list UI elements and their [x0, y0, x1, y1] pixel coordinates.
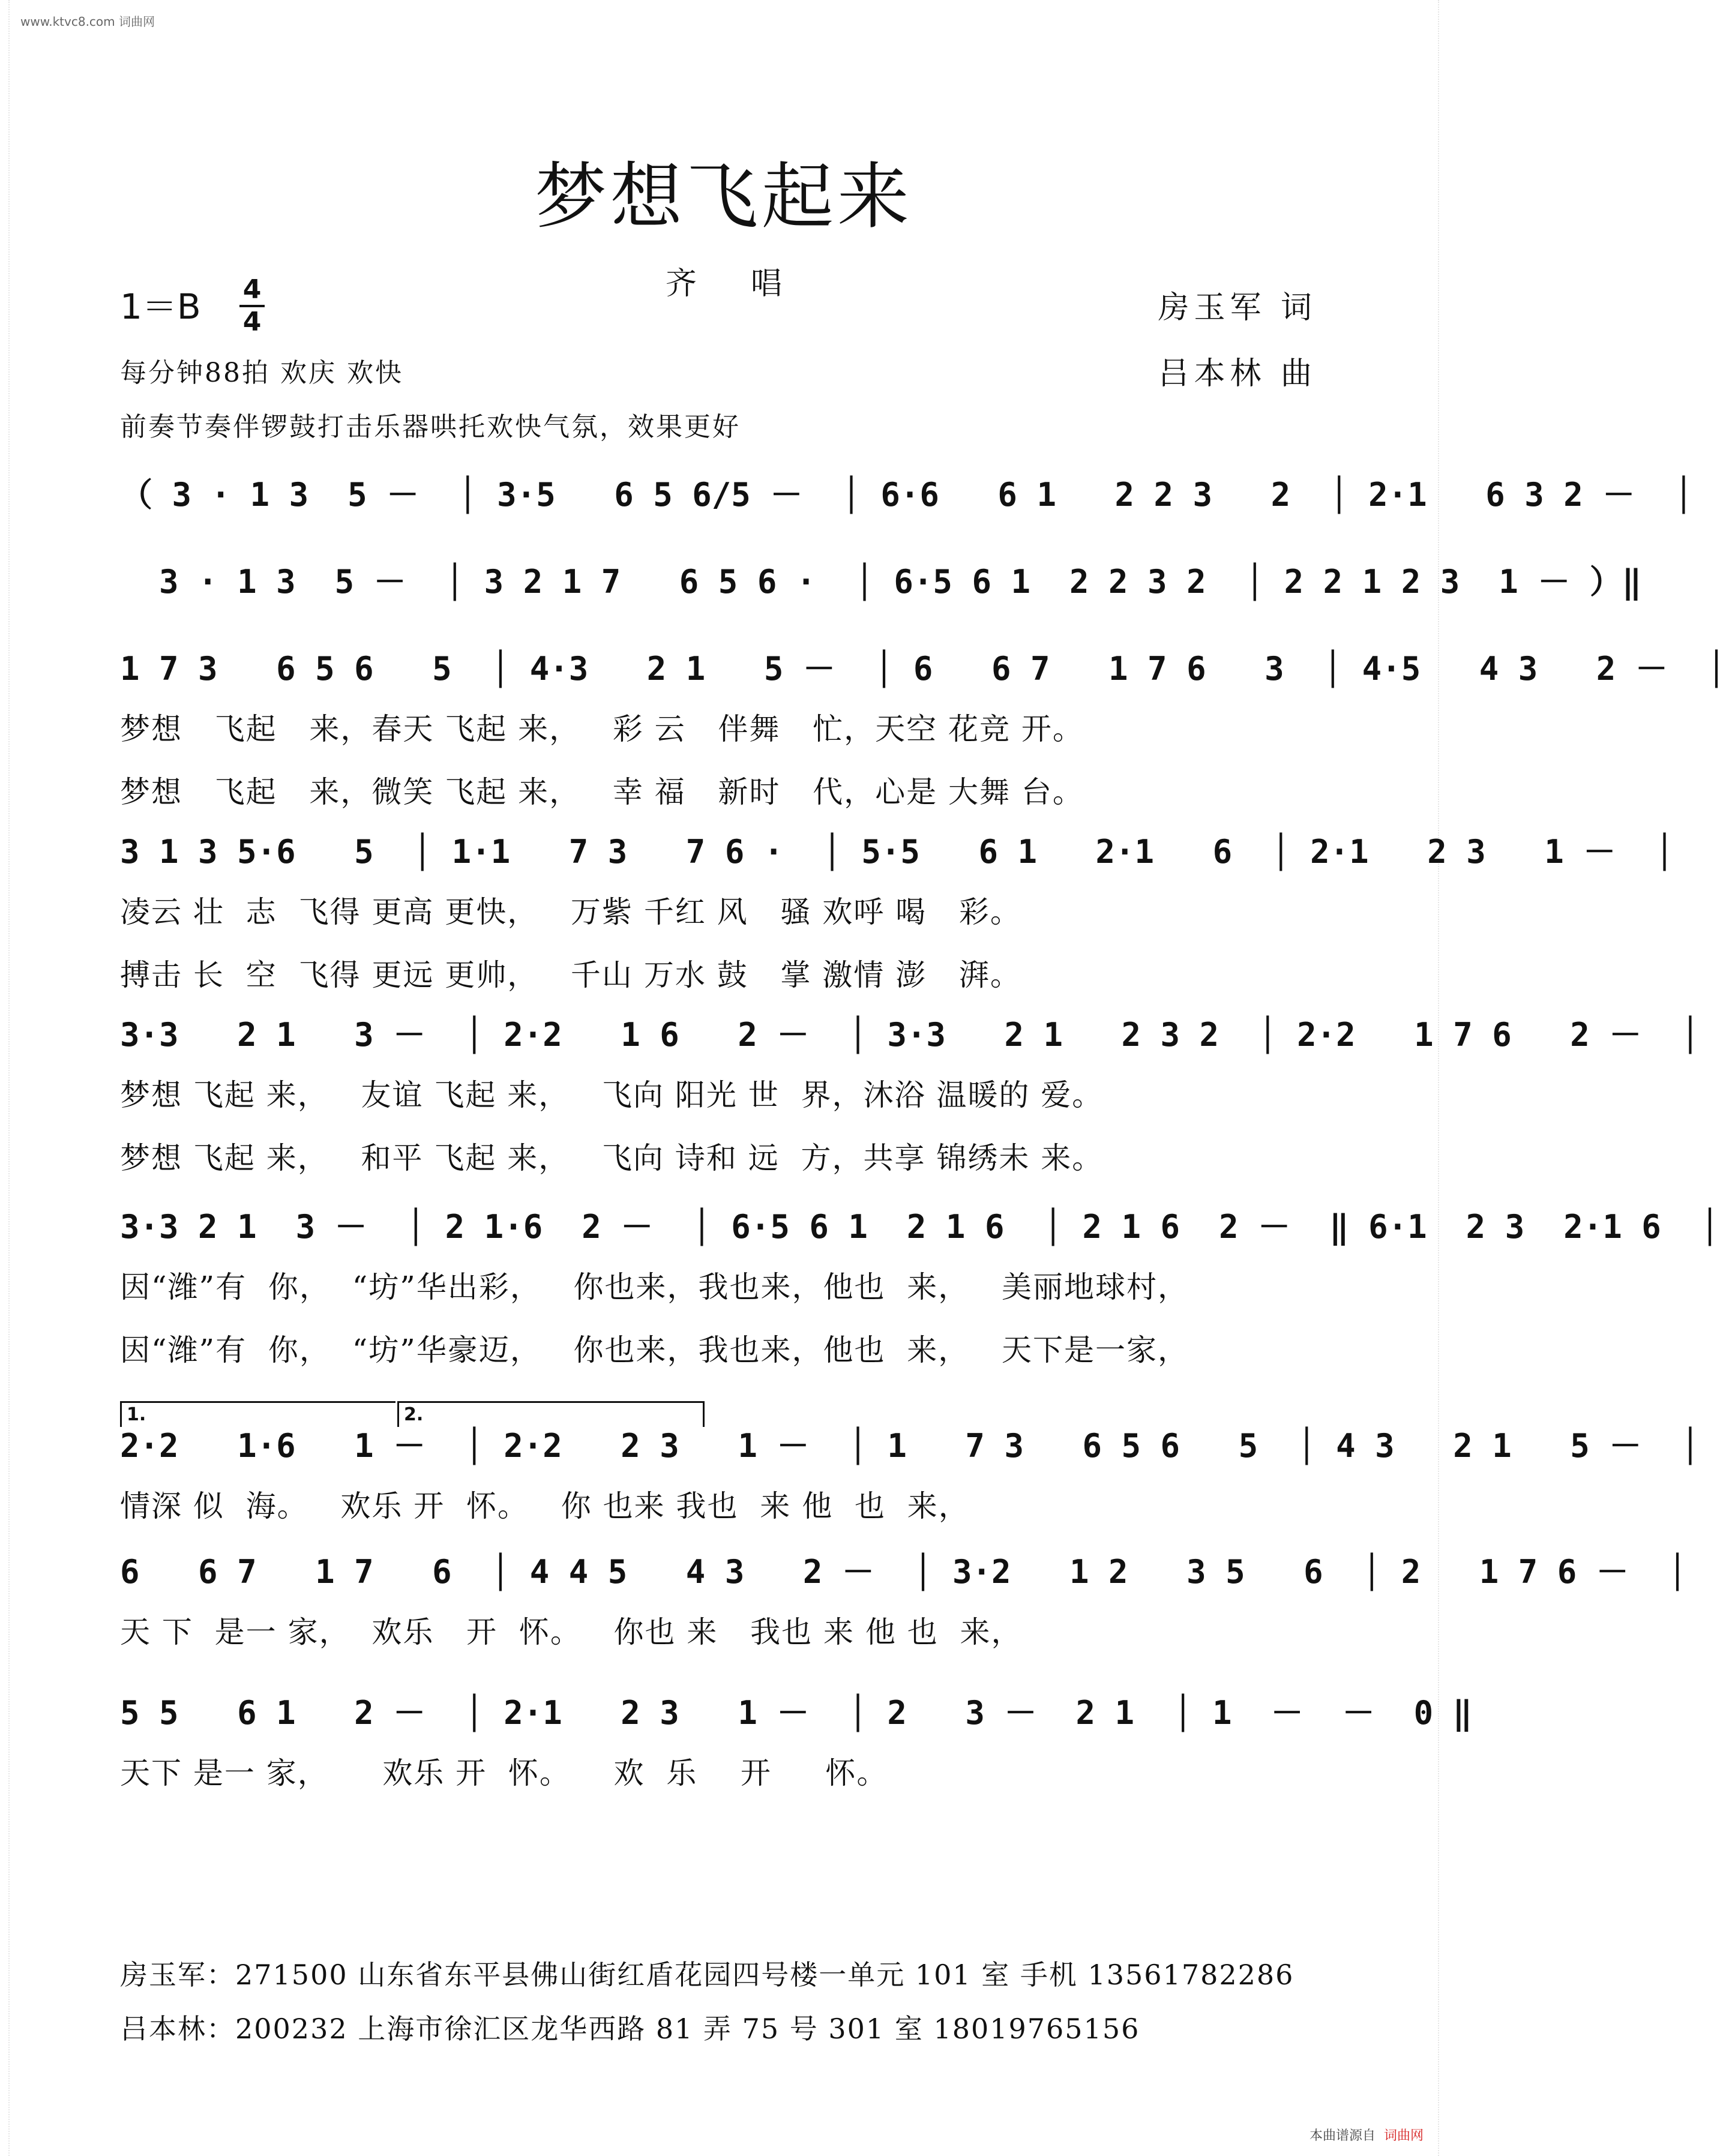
lyric-line: 梦想 飞起 来， 友谊 飞起 来， 飞向 阳光 世 界，沐浴 温暖的 爱。	[120, 1078, 1104, 1113]
second-ending-bracket: 2.	[397, 1401, 705, 1427]
notation-line: 2·2 1·6 1 － │ 2·2 2 3 1 － │ 1 7 3 6 5 6 5 │ 4 3 2 1 5 － │	[120, 1427, 1700, 1465]
lyric-line: 搏击 长 空 飞得 更远 更帅， 千山 万水 鼓 掌 激情 澎 湃。	[120, 958, 1021, 992]
notation-line: 3 · 1 3 5 － │ 3 2 1 7 6 5 6 · │ 6·5 6 1 2 2 3 2 │ 2 2 1 2 3 1 － ）‖	[120, 563, 1642, 601]
left-border-strip	[0, 0, 10, 2156]
score-system	[120, 831, 1674, 996]
lyricist-address: 房玉军：271500 山东省东平县佛山街红盾花园四号楼一单元 101 室 手机 13561782286	[120, 1959, 1294, 1991]
score-system	[120, 1014, 1700, 1179]
lyric-line: 天下 是一 家， 欢乐 开 怀。 欢 乐 开 怀。	[120, 1756, 888, 1791]
lyricist-credit: 房玉军 词	[1158, 290, 1317, 326]
tempo-marking: 每分钟88拍 欢庆 欢快	[120, 358, 403, 388]
lyric-line: 天 下 是一 家， 欢乐 开 怀。 你也 来 我也 来 他 也 来，	[120, 1615, 1023, 1650]
composer-address: 吕本林：200232 上海市徐汇区龙华西路 81 弄 75 号 301 室 18019765156	[120, 2013, 1140, 2045]
notation-line: 5 5 6 1 2 － │ 2·1 2 3 1 － │ 2 3 － 2 1 │ 1 － － 0 ‖	[120, 1694, 1473, 1732]
site-logo-text: 词曲网	[1383, 2128, 1424, 2143]
notation-line: 3·3 2 1 3 － │ 2·2 1 6 2 － │ 3·3 2 1 2 3 2 │ 2·2 1 7 6 2 － │	[120, 1016, 1700, 1054]
lyric-line: 情深 似 海。 欢乐 开 怀。 你 也来 我也 来 他 也 来，	[120, 1489, 970, 1524]
score-system	[120, 1692, 1473, 1794]
composer-credit: 吕本林 曲	[1158, 356, 1317, 392]
lyric-line: 因“潍”有 你， “坊”华出彩， 你也来，我也来，他也 来， 美丽地球村，	[120, 1270, 1189, 1305]
score-system	[120, 1551, 1688, 1653]
time-signature-top: 4	[242, 274, 262, 305]
score-system	[120, 474, 1694, 516]
source-label: 本曲谱源自	[1309, 2128, 1376, 2143]
volta-brackets	[120, 1401, 696, 1425]
bottom-watermark	[1310, 2125, 1424, 2144]
song-title: 梦想飞起来	[535, 155, 913, 239]
notation-line: 1 7 3 6 5 6 5 │ 4·3 2 1 5 － │ 6 6 7 1 7 6 3 │ 4·5 4 3 2 － │	[120, 650, 1726, 688]
performance-style: 齐唱	[665, 266, 836, 302]
notation-line: 3 1 3 5·6 5 │ 1·1 7 3 7 6 · │ 5·5 6 1 2·1 6 │ 2·1 2 3 1 － │	[120, 833, 1674, 871]
key-signature: 1＝B	[120, 286, 201, 327]
score-system	[120, 648, 1726, 813]
notation-line: 3·3 2 1 3 － │ 2 1·6 2 － │ 6·5 6 1 2 1 6 │ 2 1 6 2 － ‖ 6·1 2 3 2·1 6 │	[120, 1208, 1720, 1246]
lyric-line: 梦想 飞起 来，春天 飞起 来， 彩 云 伴舞 忙，天空 花竞 开。	[120, 712, 1084, 746]
score-system	[120, 1425, 1700, 1527]
top-watermark: www.ktvc8.com 词曲网	[20, 14, 155, 29]
score-system	[120, 561, 1642, 603]
first-ending-bracket: 1.	[120, 1401, 395, 1427]
time-signature-bottom: 4	[242, 307, 262, 337]
lyric-line: 凌云 壮 志 飞得 更高 更快， 万紫 千红 风 骚 欢呼 喝 彩。	[120, 895, 1021, 929]
lyric-line: 因“潍”有 你， “坊”华豪迈， 你也来，我也来，他也 来， 天下是一家，	[120, 1333, 1189, 1368]
notation-line: 6 6 7 1 7 6 │ 4 4 5 4 3 2 － │ 3·2 1 2 3 5 6 │ 2 1 7 6 － │	[120, 1553, 1688, 1591]
score-system	[120, 1206, 1720, 1371]
lyric-line: 梦想 飞起 来，微笑 飞起 来， 幸 福 新时 代，心是 大舞 台。	[120, 775, 1084, 809]
right-border-strip	[1438, 0, 1448, 2156]
notation-line: （ 3 · 1 3 5 － │ 3·5 6 5 6/5 － │ 6·6 6 1 2 2 3 2 │ 2·1 6 3 2 － │	[120, 476, 1694, 514]
lyric-line: 梦想 飞起 来， 和平 飞起 来， 飞向 诗和 远 方，共享 锦绣未 来。	[120, 1141, 1104, 1176]
time-signature	[237, 275, 267, 337]
intro-instruction: 前奏节奏伴锣鼓打击乐器哄托欢快气氛，效果更好	[120, 412, 741, 442]
